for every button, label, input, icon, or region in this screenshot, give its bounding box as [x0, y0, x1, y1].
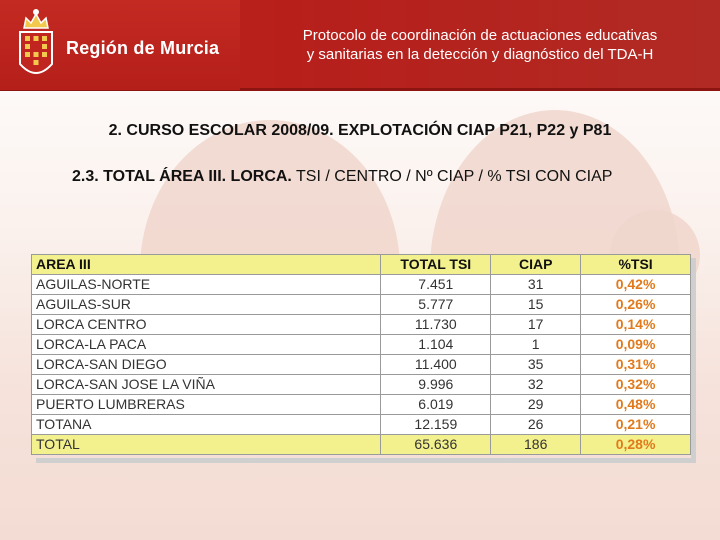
cell-pct-tsi: 0,48% — [581, 395, 691, 415]
table-shadow-right — [691, 258, 696, 458]
cell-total-tsi-sum: 65.636 — [381, 435, 491, 455]
cell-total-tsi: 11.400 — [381, 355, 491, 375]
cell-area: LORCA-SAN JOSE LA VIÑA — [32, 375, 381, 395]
column-header-ciap: CIAP — [491, 255, 581, 275]
subsection-heading-bold: 2.3. TOTAL ÁREA III. LORCA. — [72, 168, 292, 185]
cell-ciap: 26 — [491, 415, 581, 435]
cell-total-tsi: 12.159 — [381, 415, 491, 435]
cell-pct-tsi: 0,14% — [581, 315, 691, 335]
cell-ciap: 31 — [491, 275, 581, 295]
document-title-line-2: y sanitarias en la detección y diagnóstico del TDA-H — [306, 46, 654, 63]
table-row — [32, 395, 691, 415]
table-row — [32, 315, 691, 335]
document-title — [250, 26, 710, 64]
cell-pct-tsi: 0,32% — [581, 375, 691, 395]
cell-pct-tsi: 0,26% — [581, 295, 691, 315]
cell-total-tsi: 1.104 — [381, 335, 491, 355]
cell-total-ciap-sum: 186 — [491, 435, 581, 455]
cell-ciap: 17 — [491, 315, 581, 335]
cell-ciap: 32 — [491, 375, 581, 395]
region-name: Región de Murcia — [66, 38, 220, 58]
table-header-row — [32, 255, 691, 275]
cell-total-label: TOTAL — [32, 435, 381, 455]
table-total-row — [32, 435, 691, 455]
cell-area: PUERTO LUMBRERAS — [32, 395, 381, 415]
cell-ciap: 35 — [491, 355, 581, 375]
cell-total-tsi: 9.996 — [381, 375, 491, 395]
cell-pct-tsi: 0,31% — [581, 355, 691, 375]
table-row — [32, 375, 691, 395]
cell-ciap: 15 — [491, 295, 581, 315]
cell-pct-tsi: 0,42% — [581, 275, 691, 295]
table-row — [32, 275, 691, 295]
cell-total-tsi: 5.777 — [381, 295, 491, 315]
subsection-heading — [72, 168, 612, 186]
cell-area: LORCA-SAN DIEGO — [32, 355, 381, 375]
column-header-total-tsi: TOTAL TSI — [381, 255, 491, 275]
cell-area: AGUILAS-SUR — [32, 295, 381, 315]
cell-area: TOTANA — [32, 415, 381, 435]
cell-ciap: 1 — [491, 335, 581, 355]
table-row — [32, 335, 691, 355]
table-shadow-bottom — [36, 458, 696, 463]
subsection-heading-rest: TSI / CENTRO / Nº CIAP / % TSI CON CIAP — [291, 168, 613, 185]
cell-ciap: 29 — [491, 395, 581, 415]
cell-area: LORCA-LA PACA — [32, 335, 381, 355]
table-row — [32, 415, 691, 435]
table-row — [32, 295, 691, 315]
table-row — [32, 355, 691, 375]
column-header-pct-tsi: %TSI — [581, 255, 691, 275]
cell-total-tsi: 6.019 — [381, 395, 491, 415]
cell-total-pct: 0,28% — [581, 435, 691, 455]
coat-of-arms-icon — [14, 6, 58, 84]
cell-pct-tsi: 0,21% — [581, 415, 691, 435]
cell-area: AGUILAS-NORTE — [32, 275, 381, 295]
cell-area: LORCA CENTRO — [32, 315, 381, 335]
section-heading: 2. CURSO ESCOLAR 2008/09. EXPLOTACIÓN CIAP P21, P22 y P81 — [108, 122, 612, 139]
data-table — [31, 254, 691, 455]
cell-total-tsi: 11.730 — [381, 315, 491, 335]
cell-total-tsi: 7.451 — [381, 275, 491, 295]
column-header-area: AREA III — [32, 255, 381, 275]
cell-pct-tsi: 0,09% — [581, 335, 691, 355]
document-title-line-1: Protocolo de coordinación de actuaciones educativas — [302, 27, 658, 44]
region-logo — [0, 0, 240, 90]
